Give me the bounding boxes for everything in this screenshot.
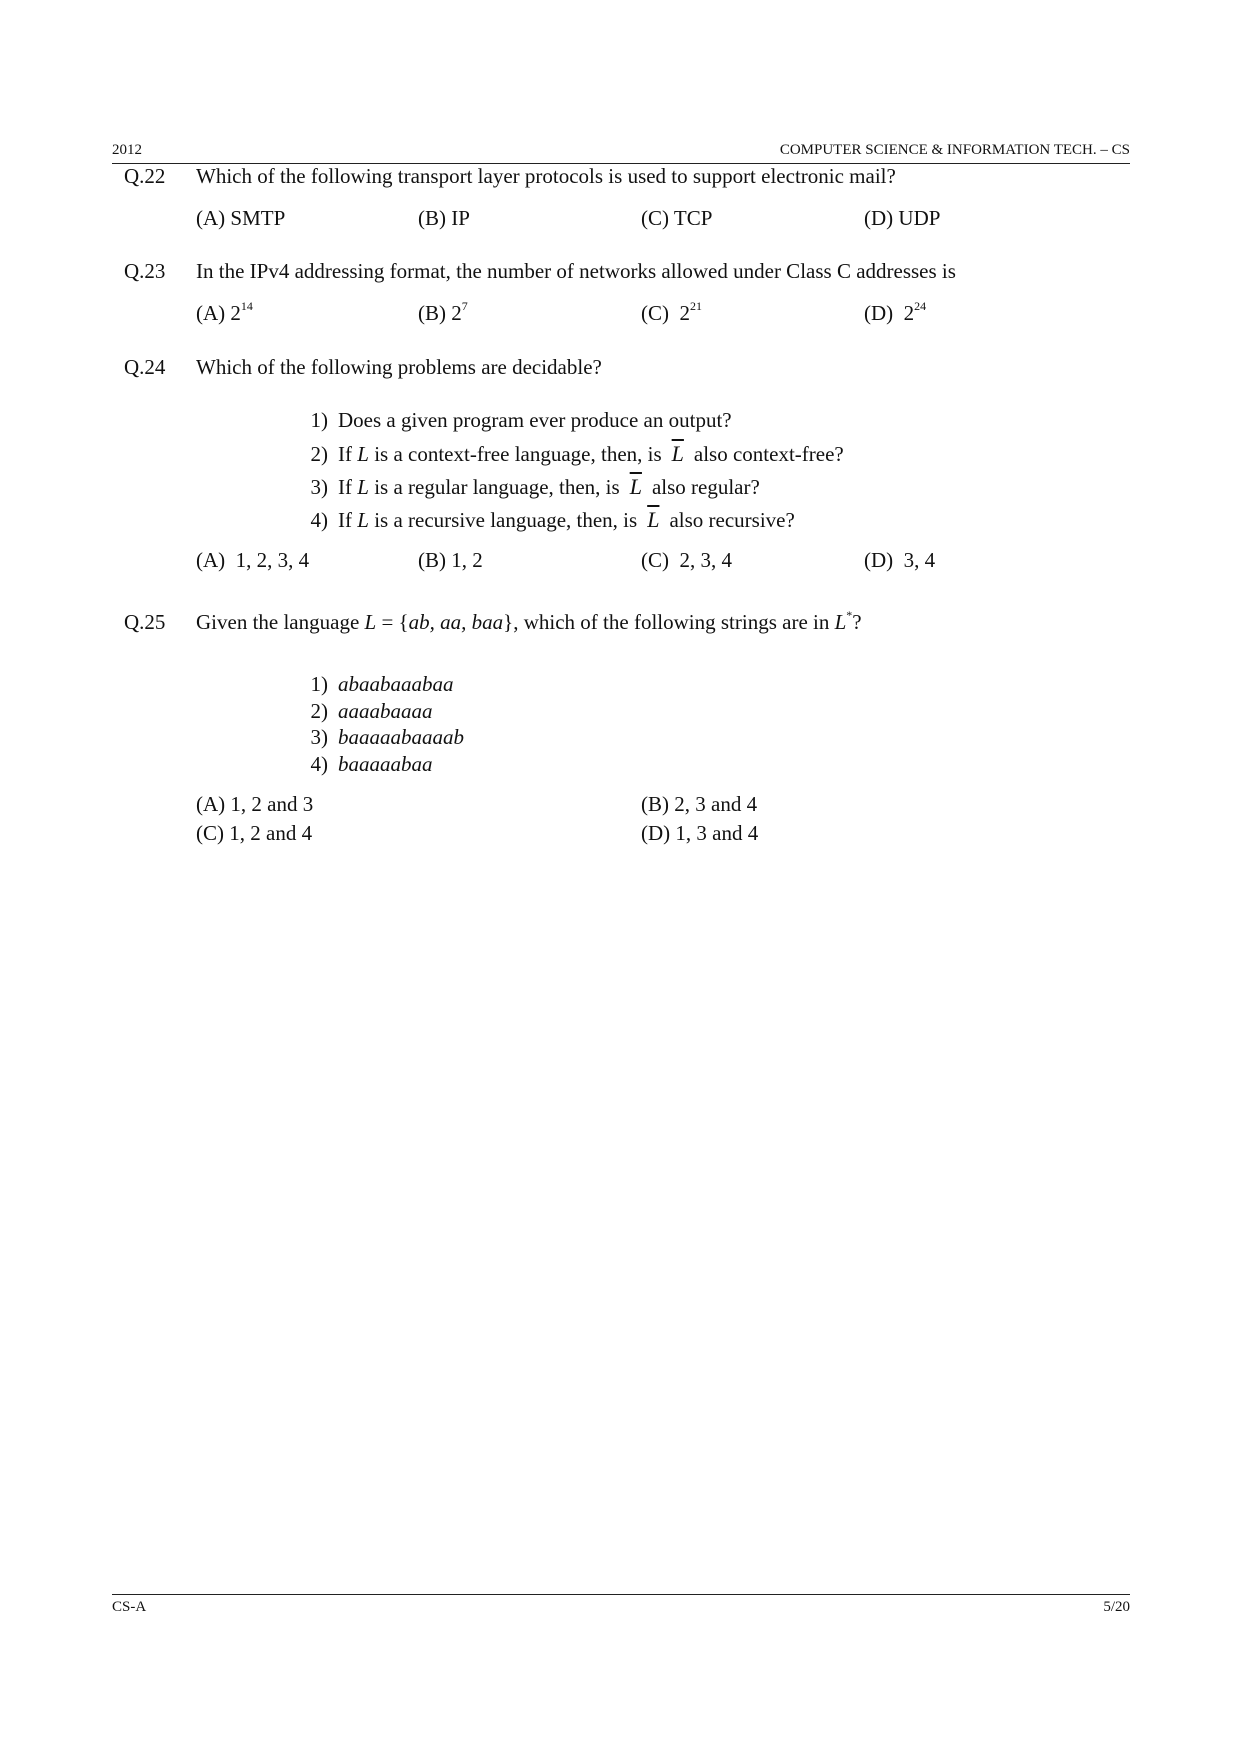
question-number: Q.25: [124, 610, 166, 634]
complement-symbol: $\overline{L}$: [629, 474, 642, 499]
option-d: (D) 1, 3 and 4: [641, 821, 759, 845]
option-d: (D) UDP: [864, 206, 941, 230]
option-b: (B) IP: [418, 206, 470, 230]
option-a: (A) SMTP: [196, 206, 286, 230]
footer-rule: [112, 1594, 1130, 1595]
header-subject: COMPUTER SCIENCE & INFORMATION TECH. – CS: [779, 142, 1130, 158]
header-year: 2012: [112, 142, 142, 158]
complement-symbol: $\overline{L}$: [647, 507, 660, 532]
exponent: 21: [690, 299, 702, 313]
question-number: Q.24: [124, 355, 166, 379]
option-a: (A) 1, 2 and 3: [196, 792, 314, 816]
option-c: (C) $2^{21}$: [641, 299, 702, 325]
footer-code: CS-A: [112, 1599, 147, 1615]
list-item: 1) Does a given program ever produce an output?: [310, 408, 732, 432]
question-number: Q.23: [124, 259, 166, 283]
list-item: 3) If L is a regular language, then, is $\overline{L}$ also regular?: [310, 474, 760, 499]
exponent: 24: [914, 299, 927, 313]
option-d: (D) 3, 4: [864, 548, 936, 572]
question-text: In the IPv4 addressing format, the number of networks allowed under Class C addresses is: [196, 259, 956, 283]
question-text: Which of the following transport layer protocols is used to support electronic mail?: [196, 164, 896, 188]
list-item: 4) If L is a recursive language, then, is $\overline{L}$ also recursive?: [310, 507, 795, 532]
option-c: (C) 2, 3, 4: [641, 548, 732, 572]
question-text: Which of the following problems are decidable?: [196, 355, 602, 379]
page-number: 5/20: [1103, 1599, 1130, 1615]
list-item: 2) aaaabaaaa: [310, 699, 433, 723]
list-item: 2) If L is a context-free language, then, is $\overline{L}$ also context-free?: [310, 441, 844, 466]
complement-symbol: $\overline{L}$: [671, 441, 684, 466]
list-item: 4) baaaaabaa: [310, 752, 433, 776]
exponent: 7: [461, 299, 468, 313]
list-item: 1) abaabaaabaa: [310, 672, 454, 696]
option-b: (B) 2, 3 and 4: [641, 792, 758, 816]
option-a: (A) 1, 2, 3, 4: [196, 548, 310, 572]
option-c: (C) 1, 2 and 4: [196, 821, 313, 845]
exponent: 14: [240, 299, 253, 313]
list-item: 3) baaaaabaaaab: [310, 725, 464, 749]
question-text: Given the language L = {ab, aa, baa}, which of the following strings are in L*?: [196, 608, 862, 634]
option-d: (D) $2^{24}$: [864, 299, 927, 325]
option-a: (A) $2^{14}$: [196, 299, 253, 325]
question-number: Q.22: [124, 164, 166, 188]
option-c: (C) TCP: [641, 206, 713, 230]
option-b: (B) 1, 2: [418, 548, 483, 572]
option-b: (B) $2^7$: [418, 299, 468, 325]
